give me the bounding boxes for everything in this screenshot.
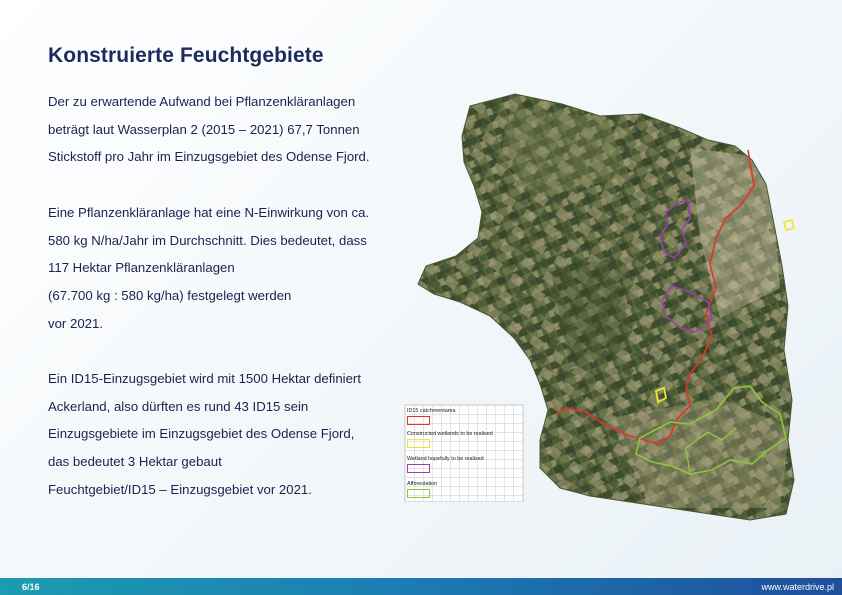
- constructed-wetland: [784, 220, 794, 230]
- legend-item-wetland-hopefully: Wetland hopefully to be realised: [407, 456, 484, 473]
- footer-bar: [0, 578, 842, 595]
- text-line: Ein ID15-Einzugsgebiet wird mit 1500 Hektar definiert: [48, 371, 361, 386]
- text-line: Einzugsgebiete im Einzugsgebiet des Odense Fjord,: [48, 426, 355, 442]
- page-number: 6/16: [22, 582, 40, 592]
- text-line: vor 2021.: [48, 315, 103, 331]
- text-line: Der zu erwartende Aufwand bei Pflanzenkläranlagen: [48, 94, 356, 109]
- paragraph-1: [48, 88, 398, 171]
- text-line: das bedeutet 3 Hektar gebaut: [48, 454, 222, 470]
- legend-item-constructed-wetlands: Constructed wetlands to be realised: [407, 431, 493, 448]
- yellow-swatch-icon: [407, 439, 430, 448]
- text-line: Eine Pflanzenkläranlage hat eine N-Einwirkung von ca.: [48, 204, 370, 220]
- text-line: Ackerland, also dürften es rund 43 ID15 sein: [48, 398, 309, 414]
- text-line: beträgt laut Wasserplan 2 (2015 – 2021) 67,7 Tonnen: [48, 121, 360, 137]
- text-line: (67.700 kg : 580 kg/ha) festgelegt werden: [48, 287, 292, 303]
- legend-item-catchment: ID15 catchmentarea: [407, 408, 456, 425]
- text-line: 580 kg N/ha/Jahr im Durchschnitt. Dies bedeutet, dass: [48, 232, 367, 248]
- green-swatch-icon: [407, 489, 430, 498]
- purple-swatch-icon: [407, 464, 430, 473]
- text-line: Stickstoff pro Jahr im Einzugsgebiet des Odense Fjord.: [48, 149, 370, 165]
- body-text: [48, 88, 398, 531]
- catchment-map: [390, 88, 830, 528]
- map-legend: [404, 404, 524, 502]
- text-line: 117 Hektar Pflanzenkläranlagen: [48, 260, 235, 276]
- legend-item-afforestation: Afforestation: [407, 481, 437, 498]
- paragraph-3: [48, 365, 398, 504]
- red-swatch-icon: [407, 416, 430, 425]
- paragraph-2: [48, 199, 398, 338]
- page-title: Konstruierte Feuchtgebiete: [48, 44, 324, 67]
- text-line: Feuchtgebiet/ID15 – Einzugsgebiet vor 2021.: [48, 481, 312, 497]
- website-link[interactable]: www.waterdrive.pl: [761, 582, 834, 592]
